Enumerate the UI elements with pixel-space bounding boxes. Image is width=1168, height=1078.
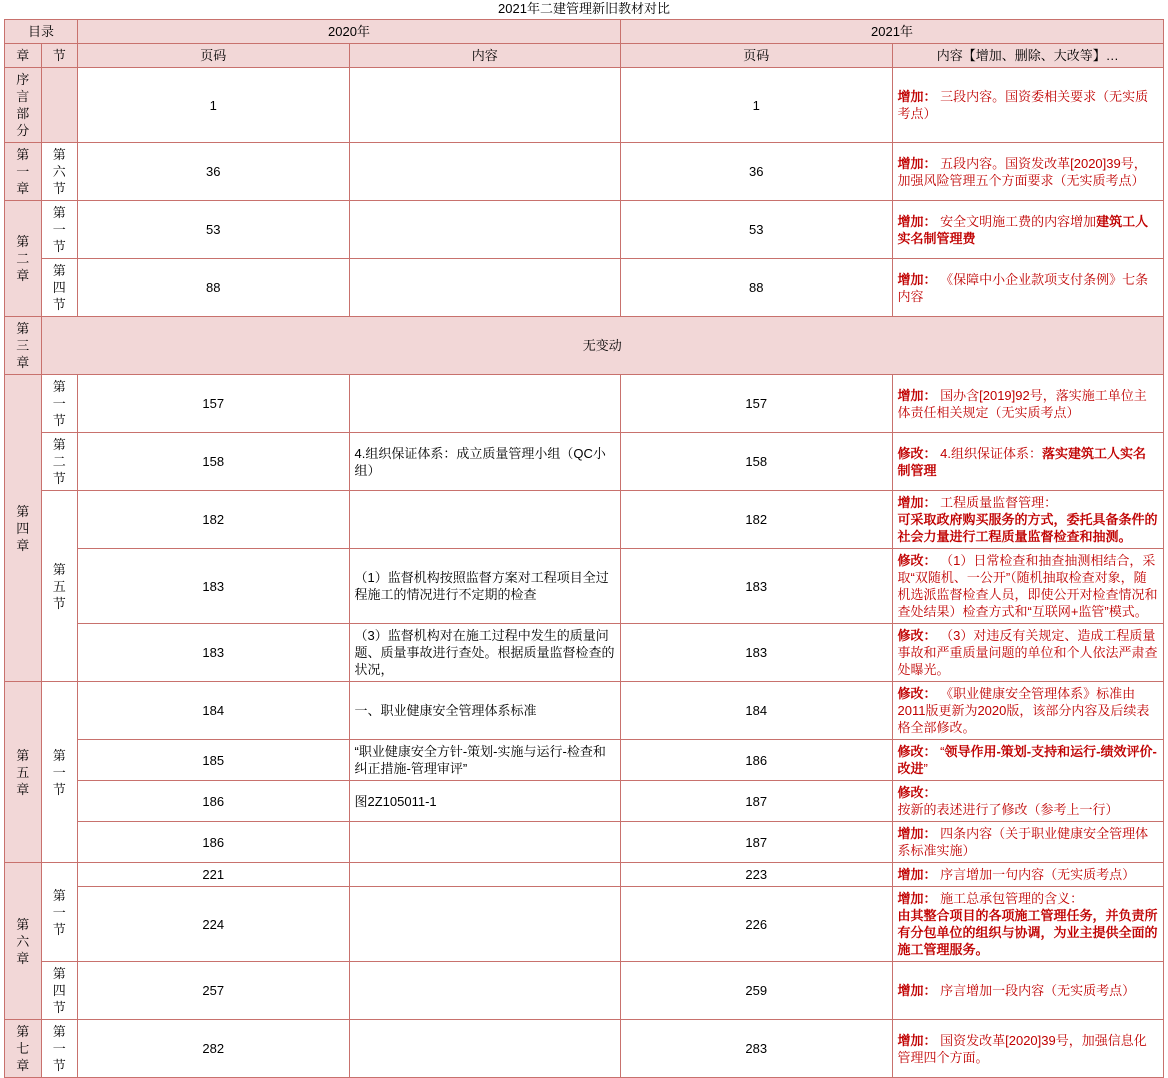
section-cell: 第六节 (41, 143, 78, 201)
content-old-cell: （1）监督机构按照监督方案对工程项目全过程施工的情况进行不定期的检查 (349, 549, 621, 624)
content-old-cell (349, 822, 621, 863)
table-row (5, 68, 1164, 143)
section-cell: 第一节 (41, 1020, 78, 1078)
section-cell: 第一节 (41, 682, 78, 863)
content-new-cell (892, 201, 1164, 259)
content-new-cell (892, 433, 1164, 491)
content-segment: 增加： (897, 1032, 937, 1048)
content-segment: 建筑工人实名制管理费 (897, 213, 1149, 246)
content-old-cell: 4.组织保证体系：成立质量管理小组（QC小组） (349, 433, 621, 491)
content-segment: 可采取政府购买服务的方式，委托具备条件的社会力量进行工程质量监督检查和抽测。 (897, 512, 1158, 544)
content-segment: 增加： (897, 89, 937, 104)
page-old-cell: 186 (78, 822, 350, 863)
page-new-cell: 184 (621, 682, 893, 740)
table-row (5, 491, 1164, 549)
header-year-old: 2020年 (78, 20, 621, 44)
content-segment: 修改： (897, 744, 937, 759)
header-catalog: 目录 (5, 20, 78, 44)
content-new-cell (892, 682, 1164, 740)
content-old-cell (349, 863, 621, 887)
content-old-cell (349, 962, 621, 1020)
content-segment: 国办含[2019]92号，落实施工单位主体责任相关规定（无实质考点） (897, 387, 1147, 420)
page-new-cell: 183 (621, 624, 893, 682)
page-old-cell: 224 (78, 887, 350, 962)
table-header-row-1 (5, 20, 1164, 44)
content-new-cell (892, 781, 1164, 822)
table-row (5, 259, 1164, 317)
table-row (5, 740, 1164, 781)
page-old-cell: 183 (78, 624, 350, 682)
content-segment: 四条内容（关于职业健康安全管理体系标准实施） (897, 826, 1149, 858)
page-new-cell: 182 (621, 491, 893, 549)
page-title: 2021年二建管理新旧教材对比 (498, 1, 670, 16)
content-segment: 修改： (897, 445, 937, 461)
content-segment: 增加： (897, 826, 937, 841)
chapter-cell: 第四章 (5, 375, 42, 682)
content-segment: 落实建筑工人实名制管理 (897, 445, 1146, 478)
content-segment: 4.组织保证体系： (936, 445, 1042, 461)
table-row (5, 887, 1164, 962)
content-segment: （3）对违反有关规定、造成工程质量事故和严重质量问题的单位和个人依法严肃查处曝光。 (897, 628, 1158, 677)
page-new-cell: 183 (621, 549, 893, 624)
page-old-cell: 182 (78, 491, 350, 549)
content-old-cell (349, 259, 621, 317)
content-segment: 增加： (897, 891, 937, 906)
table-header-row-2 (5, 44, 1164, 68)
content-new-cell (892, 740, 1164, 781)
section-cell: 第一节 (41, 375, 78, 433)
header-chapter: 章 (5, 44, 42, 68)
page-new-cell: 186 (621, 740, 893, 781)
page-old-cell: 36 (78, 143, 350, 201)
table-row (5, 433, 1164, 491)
page-new-cell: 187 (621, 822, 893, 863)
content-old-cell: “职业健康安全方针-策划-实施与运行-检查和纠正措施-管理审评” (349, 740, 621, 781)
content-old-cell (349, 887, 621, 962)
content-new-cell (892, 863, 1164, 887)
page-new-cell: 223 (621, 863, 893, 887)
page-new-cell: 187 (621, 781, 893, 822)
section-cell (41, 68, 78, 143)
page-new-cell: 88 (621, 259, 893, 317)
content-new-cell (892, 143, 1164, 201)
content-segment: 《保障中小企业款项支付条例》七条内容 (897, 271, 1149, 304)
content-segment: 增加： (897, 867, 937, 882)
section-cell: 第四节 (41, 962, 78, 1020)
content-segment: 增加： (897, 271, 937, 287)
page-new-cell: 226 (621, 887, 893, 962)
page-old-cell: 221 (78, 863, 350, 887)
content-new-cell (892, 962, 1164, 1020)
content-new-cell (892, 68, 1164, 143)
section-cell: 第五节 (41, 491, 78, 682)
page-new-cell: 157 (621, 375, 893, 433)
page-old-cell: 157 (78, 375, 350, 433)
header-year-new: 2021年 (621, 20, 1164, 44)
page-new-cell: 36 (621, 143, 893, 201)
page-new-cell: 53 (621, 201, 893, 259)
page-old-cell: 158 (78, 433, 350, 491)
page-new-cell: 283 (621, 1020, 893, 1078)
table-row (5, 822, 1164, 863)
content-old-cell: 一、职业健康安全管理体系标准 (349, 682, 621, 740)
chapter-cell: 第一章 (5, 143, 42, 201)
content-old-cell (349, 201, 621, 259)
table-row (5, 624, 1164, 682)
content-segment: 《职业健康安全管理体系》标准由2011版更新为2020版，该部分内容及后续表格全部修改。 (897, 686, 1150, 735)
content-segment: 领导作用-策划-支持和运行-绩效评价-改进 (897, 744, 1157, 776)
page-old-cell: 88 (78, 259, 350, 317)
page-old-cell: 185 (78, 740, 350, 781)
page-old-cell: 184 (78, 682, 350, 740)
chapter-cell: 第二章 (5, 201, 42, 317)
content-new-cell (892, 887, 1164, 962)
content-segment: 三段内容。国资委相关要求（无实质考点） (897, 89, 1149, 121)
content-segment: 修改： (897, 686, 937, 701)
chapter-cell: 第六章 (5, 863, 42, 1020)
content-new-cell (892, 375, 1164, 433)
content-old-cell (349, 1020, 621, 1078)
content-segment: 修改： (897, 785, 937, 800)
page-old-cell: 186 (78, 781, 350, 822)
content-segment: 序言增加一段内容（无实质考点） (936, 983, 1136, 998)
page-old-cell: 257 (78, 962, 350, 1020)
table-row (5, 549, 1164, 624)
no-change-cell: 无变动 (41, 317, 1164, 375)
content-segment: 增加： (897, 213, 937, 229)
content-segment: ” (923, 761, 928, 776)
content-segment: 修改： (897, 553, 937, 568)
content-segment: 安全文明施工费的内容增加 (936, 213, 1097, 229)
content-new-cell (892, 549, 1164, 624)
content-segment: 修改： (897, 628, 937, 643)
content-new-cell (892, 491, 1164, 549)
content-old-cell: 图2Z105011-1 (349, 781, 621, 822)
content-segment: 序言增加一句内容（无实质考点） (936, 867, 1136, 882)
content-new-cell (892, 822, 1164, 863)
content-segment: 工程质量监督管理： (936, 495, 1058, 510)
content-segment: （1）日常检查和抽查抽测相结合，采取“双随机、一公开”（随机抽取检查对象，随机选派监督检查人员，即使公开对检查情况和查处结果）检查方式和“互联网+监管”模式。 (897, 553, 1158, 619)
table-row (5, 962, 1164, 1020)
content-new-cell (892, 259, 1164, 317)
page-new-cell: 158 (621, 433, 893, 491)
header-content-old: 内容 (349, 44, 621, 68)
header-content-new: 内容【增加、删除、大改等】… (892, 44, 1164, 68)
chapter-cell: 序言部分 (5, 68, 42, 143)
header-page-old: 页码 (78, 44, 350, 68)
content-segment: 由其整合项目的各项施工管理任务，并负责所有分包单位的组织与协调，为业主提供全面的施工管理服务。 (897, 908, 1158, 957)
header-section: 节 (41, 44, 78, 68)
chapter-cell: 第五章 (5, 682, 42, 863)
content-old-cell (349, 491, 621, 549)
section-cell: 第二节 (41, 433, 78, 491)
content-segment: 增加： (897, 155, 937, 171)
page-new-cell: 1 (621, 68, 893, 143)
content-segment: 增加： (897, 983, 937, 998)
content-segment: 按新的表述进行了修改（参考上一行） (897, 802, 1119, 817)
content-segment: 增加： (897, 495, 937, 510)
content-segment: 五段内容。国资发改革[2020]39号，加强风险管理五个方面要求（无实质考点） (897, 155, 1147, 188)
chapter-cell: 第七章 (5, 1020, 42, 1078)
table-row (5, 143, 1164, 201)
content-segment: 增加： (897, 387, 937, 403)
table-row (5, 682, 1164, 740)
table-row (5, 781, 1164, 822)
content-segment: 国资发改革[2020]39号，加强信息化管理四个方面。 (897, 1032, 1147, 1065)
content-segment: “ (936, 744, 945, 759)
table-row (5, 201, 1164, 259)
content-new-cell (892, 1020, 1164, 1078)
table-row (5, 863, 1164, 887)
section-cell: 第一节 (41, 863, 78, 962)
content-old-cell (349, 143, 621, 201)
table-row (5, 375, 1164, 433)
content-segment: 施工总承包管理的含义： (936, 891, 1084, 906)
content-new-cell (892, 624, 1164, 682)
content-old-cell: （3）监督机构对在施工过程中发生的质量问题、质量事故进行查处。根据质量监督检查的状况， (349, 624, 621, 682)
section-cell: 第一节 (41, 201, 78, 259)
page-old-cell: 53 (78, 201, 350, 259)
page-old-cell: 183 (78, 549, 350, 624)
content-old-cell (349, 68, 621, 143)
page-old-cell: 282 (78, 1020, 350, 1078)
table-row (5, 317, 1164, 375)
header-page-new: 页码 (621, 44, 893, 68)
content-old-cell (349, 375, 621, 433)
page-old-cell: 1 (78, 68, 350, 143)
chapter-cell: 第三章 (5, 317, 42, 375)
page-new-cell: 259 (621, 962, 893, 1020)
section-cell: 第四节 (41, 259, 78, 317)
comparison-table (4, 19, 1164, 1078)
table-row (5, 1020, 1164, 1078)
